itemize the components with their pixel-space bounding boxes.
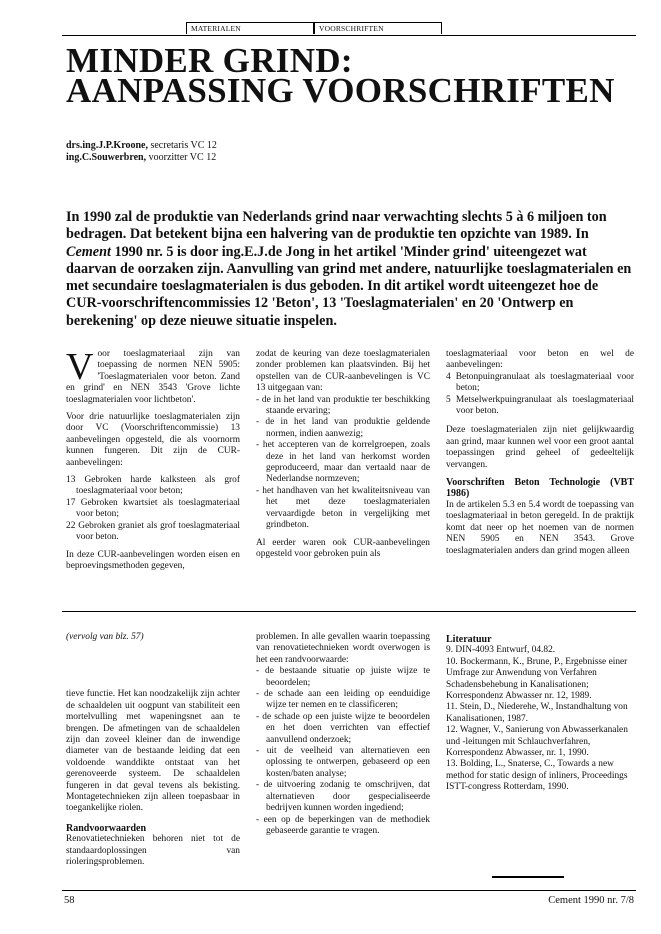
author-1-name: drs.ing.J.P.Kroone, [66,140,148,151]
list-item: - de in het land van produktie ter beschikking staande ervaring; [256,394,430,417]
list-item: - een op de beperkingen van de methodiek gebaseerde garantie te vragen. [256,814,430,836]
list-item: - de in het land van produktie geldende normen, indien aanwezig; [256,417,430,439]
list-item: - de schade aan een leiding op eenduidige wijze ter nemen en te classificeren; [256,689,430,711]
section-heading-vbt: Voorschriften Beton Technologie (VBT 1986) [446,477,634,500]
reference-item: 9. DIN-4093 Entwurf, 04.82. [446,645,556,656]
lead-part-1: In 1990 zal de produktie van Nederlands grind naar verwachting slechts 5 à 6 miljoen ton bedragen. Dat betekent bijna een halvering van de produktie ten opzichte van 1989. In [66,209,607,243]
section-tabs [62,22,636,36]
col1-p1: oor toeslagmateriaal zijn van toepassing de normen NEN 5905: 'Toeslagmaterialen voor beton. Zand en grind' en NEN 3543 'Grove lichte toeslagmaterialen voor lichtbeton'. [66,349,240,405]
tab-materialen: MATERIALEN [186,22,314,34]
col3-p3: In de artikelen 5.3 en 5.4 wordt de toepassing van toeslagmateriaal in beton geregeld. In de praktijk komt dat neer op het noemen van de normen NEN 5905 en NEN 3543. Grove toeslagmaterialen anders dan grind mogen alleen [446,499,634,556]
col3-p2: Deze toeslagmaterialen zijn niet gelijkwaardig aan grind, maar kunnen wel voor een groot aantal toepassingen grind geheel of gedeeltelijk vervangen. [446,425,634,470]
lower-col1-p1: tieve functie. Het kan noodzakelijk zijn achter de schaaldelen uit oogpunt van stabiliteit een mortelvulling met wapeningsnet aan te brengen. De afmetingen van de schaaldelen zijn dan zoveel kleiner dan de inwendige diameter van de bestaande leiding dat een voldoende wanddikte ontstaat van het gerenoveerde systeem. De schaaldelen fungeren in dat geval tevens als bekisting. Montagetechnieken zijn alleen toepasbaar in toegankelijke riolen. [66,689,240,814]
reference-item: 12. Wagner, V., Sanierung von Abwasserkanalen und -leitungen mit Schlauchverfahren, Korrespondenz Abwasser, nr. 1, 1990. [446,725,628,759]
reference-item: 13. Bolding, L., Snaterse, C., Towards a new method for static design of inliners, Proceedings ISTT-congress Rotterdam, 1990. [446,759,628,793]
body-column-2 [256,349,430,566]
author-1-role: secretaris VC 12 [147,140,217,151]
body-column-3 [446,349,634,563]
continued-from-note: (vervolg van blz. 57) [66,632,144,642]
list-item: - de schade op een juiste wijze te beoordelen en het doen verrichten van effectief aanvullend onderzoek; [256,711,430,745]
list-item: 4 Betonpuingranulaat als toeslagmateriaal voor beton; [446,371,634,394]
page-number: 58 [64,895,75,906]
author-2-name: ing.C.Souwerbren, [66,152,147,163]
reference-item: 11. Stein, D., Niederehe, W., Instandhaltung von Kanalisationen, 1987. [446,702,628,724]
lower-col1-p2: Renovatietechnieken behoren niet tot de standaardoplossingen van rioleringsproblemen. [66,834,240,868]
end-mark [492,876,564,878]
lower-column-2 [256,632,430,837]
list-item: - uit de veelheid van alternatieven een oplossing te ontwerpen, gebaseerd op een kosten/baten analyse; [256,746,430,779]
title-line-2: AANPASSING VOORSCHRIFTEN [66,71,615,110]
col3-p1: toeslagmateriaal voor beton en wel de aanbevelingen: [446,349,634,371]
reference-item: 10. Bockermann, K., Brune, P., Ergebnisse einer Umfrage zur Anwendung von Verfahren Schadensbehebung in Kanalisationen; Korrespondenz Abwasser nr. 12, 1989. [446,656,628,702]
list-item: - het handhaven van het kwaliteitsniveau van het met deze toeslagmaterialen vervaardigde beton in vergelijking met grindbeton. [256,485,430,531]
criteria-list [256,395,430,532]
body-column-1 [66,346,240,578]
lower-column-1 [66,632,240,875]
list-item: 5 Metselwerkpuingranulaat als toeslagmateriaal voor beton. [446,394,634,417]
journal-issue: Cement 1990 nr. 7/8 [548,895,634,906]
footer-rule [62,890,636,891]
drop-cap: V [66,346,94,388]
author-2 [66,152,466,164]
lower-column-3 [446,632,634,794]
literature-list [446,645,634,793]
list-item: 22 Gebroken graniet als grof toeslagmateriaal voor beton. [66,520,240,543]
conditions-list [256,666,430,837]
literature-heading: Literatuur [446,634,492,645]
title-line-1: MINDER GRIND: [66,41,353,80]
list-item: - het accepteren van de korrelgroepen, zoals deze in het land van herkomst worden geproduceerd, maar dan vertaald naar de Nederlandse normzeven; [256,440,430,485]
granulate-list [446,372,634,418]
author-1 [66,140,466,152]
cur-recommendations-list [66,475,240,543]
tab-voorschriften: VOORSCHRIFTEN [314,22,442,34]
list-item: - de bestaande situatie op juiste wijze te beoordelen; [256,666,430,688]
author-block [66,140,466,164]
article-title [66,41,636,110]
lead-part-2: 1990 nr. 5 is door ing.E.J.de Jong in het artikel 'Minder grind' uiteengezet wat daarvan de oorzaken zijn. Aanvulling van grind met andere, natuurlijke toeslagmaterialen en met secundaire toeslagmaterialen is dus geboden. In dit artikel wordt uiteengezet hoe de CUR-voorschriftencommissies 12 'Beton', 13 'Toeslagmaterialen' en 20 'Ontwerp en berekening' op deze nieuwe situatie inspelen. [66,243,632,329]
col2-p2: Al eerder waren ook CUR-aanbevelingen opgesteld voor gebroken puin als [256,537,430,559]
list-item: 13 Gebroken harde kalksteen als grof toeslagmateriaal voor beton; [66,475,240,497]
col1-p2: Voor drie natuurlijke toeslagmaterialen zijn door VC (Voorschriftencommissie) 13 aanbevelingen opgesteld, die als voornorm kunnen fungeren. Dit zijn de CUR-aanbevelingen: [66,412,240,468]
section-divider [62,611,636,612]
lead-paragraph [66,209,636,330]
lower-col2-p1: problemen. In alle gevallen waarin toepassing van renovatietechnieken wordt overwogen is het een randvoorwaarde: [256,632,430,665]
header-rule [62,35,636,36]
col2-p1: zodat de keuring van deze toeslagmaterialen zonder problemen kan plaatsvinden. Bij het opstellen van de CUR-aanbevelingen is VC 13 uitgegaan van: [256,349,430,394]
list-item: - de uitvoering zodanig te omschrijven, dat alternatieven door gespecialiseerde bedrijven kunnen worden ingediend; [256,780,430,814]
lead-journal-name: Cement [66,243,111,260]
section-heading-randvoorwaarden: Randvoorwaarden [66,822,147,834]
col1-p3: In deze CUR-aanbevelingen worden eisen en beproevingsmethoden gegeven, [66,549,240,571]
list-item: 17 Gebroken kwartsiet als toeslagmateriaal voor beton; [66,497,240,520]
author-2-role: voorzitter VC 12 [146,152,217,163]
intro-paragraph [66,346,240,406]
